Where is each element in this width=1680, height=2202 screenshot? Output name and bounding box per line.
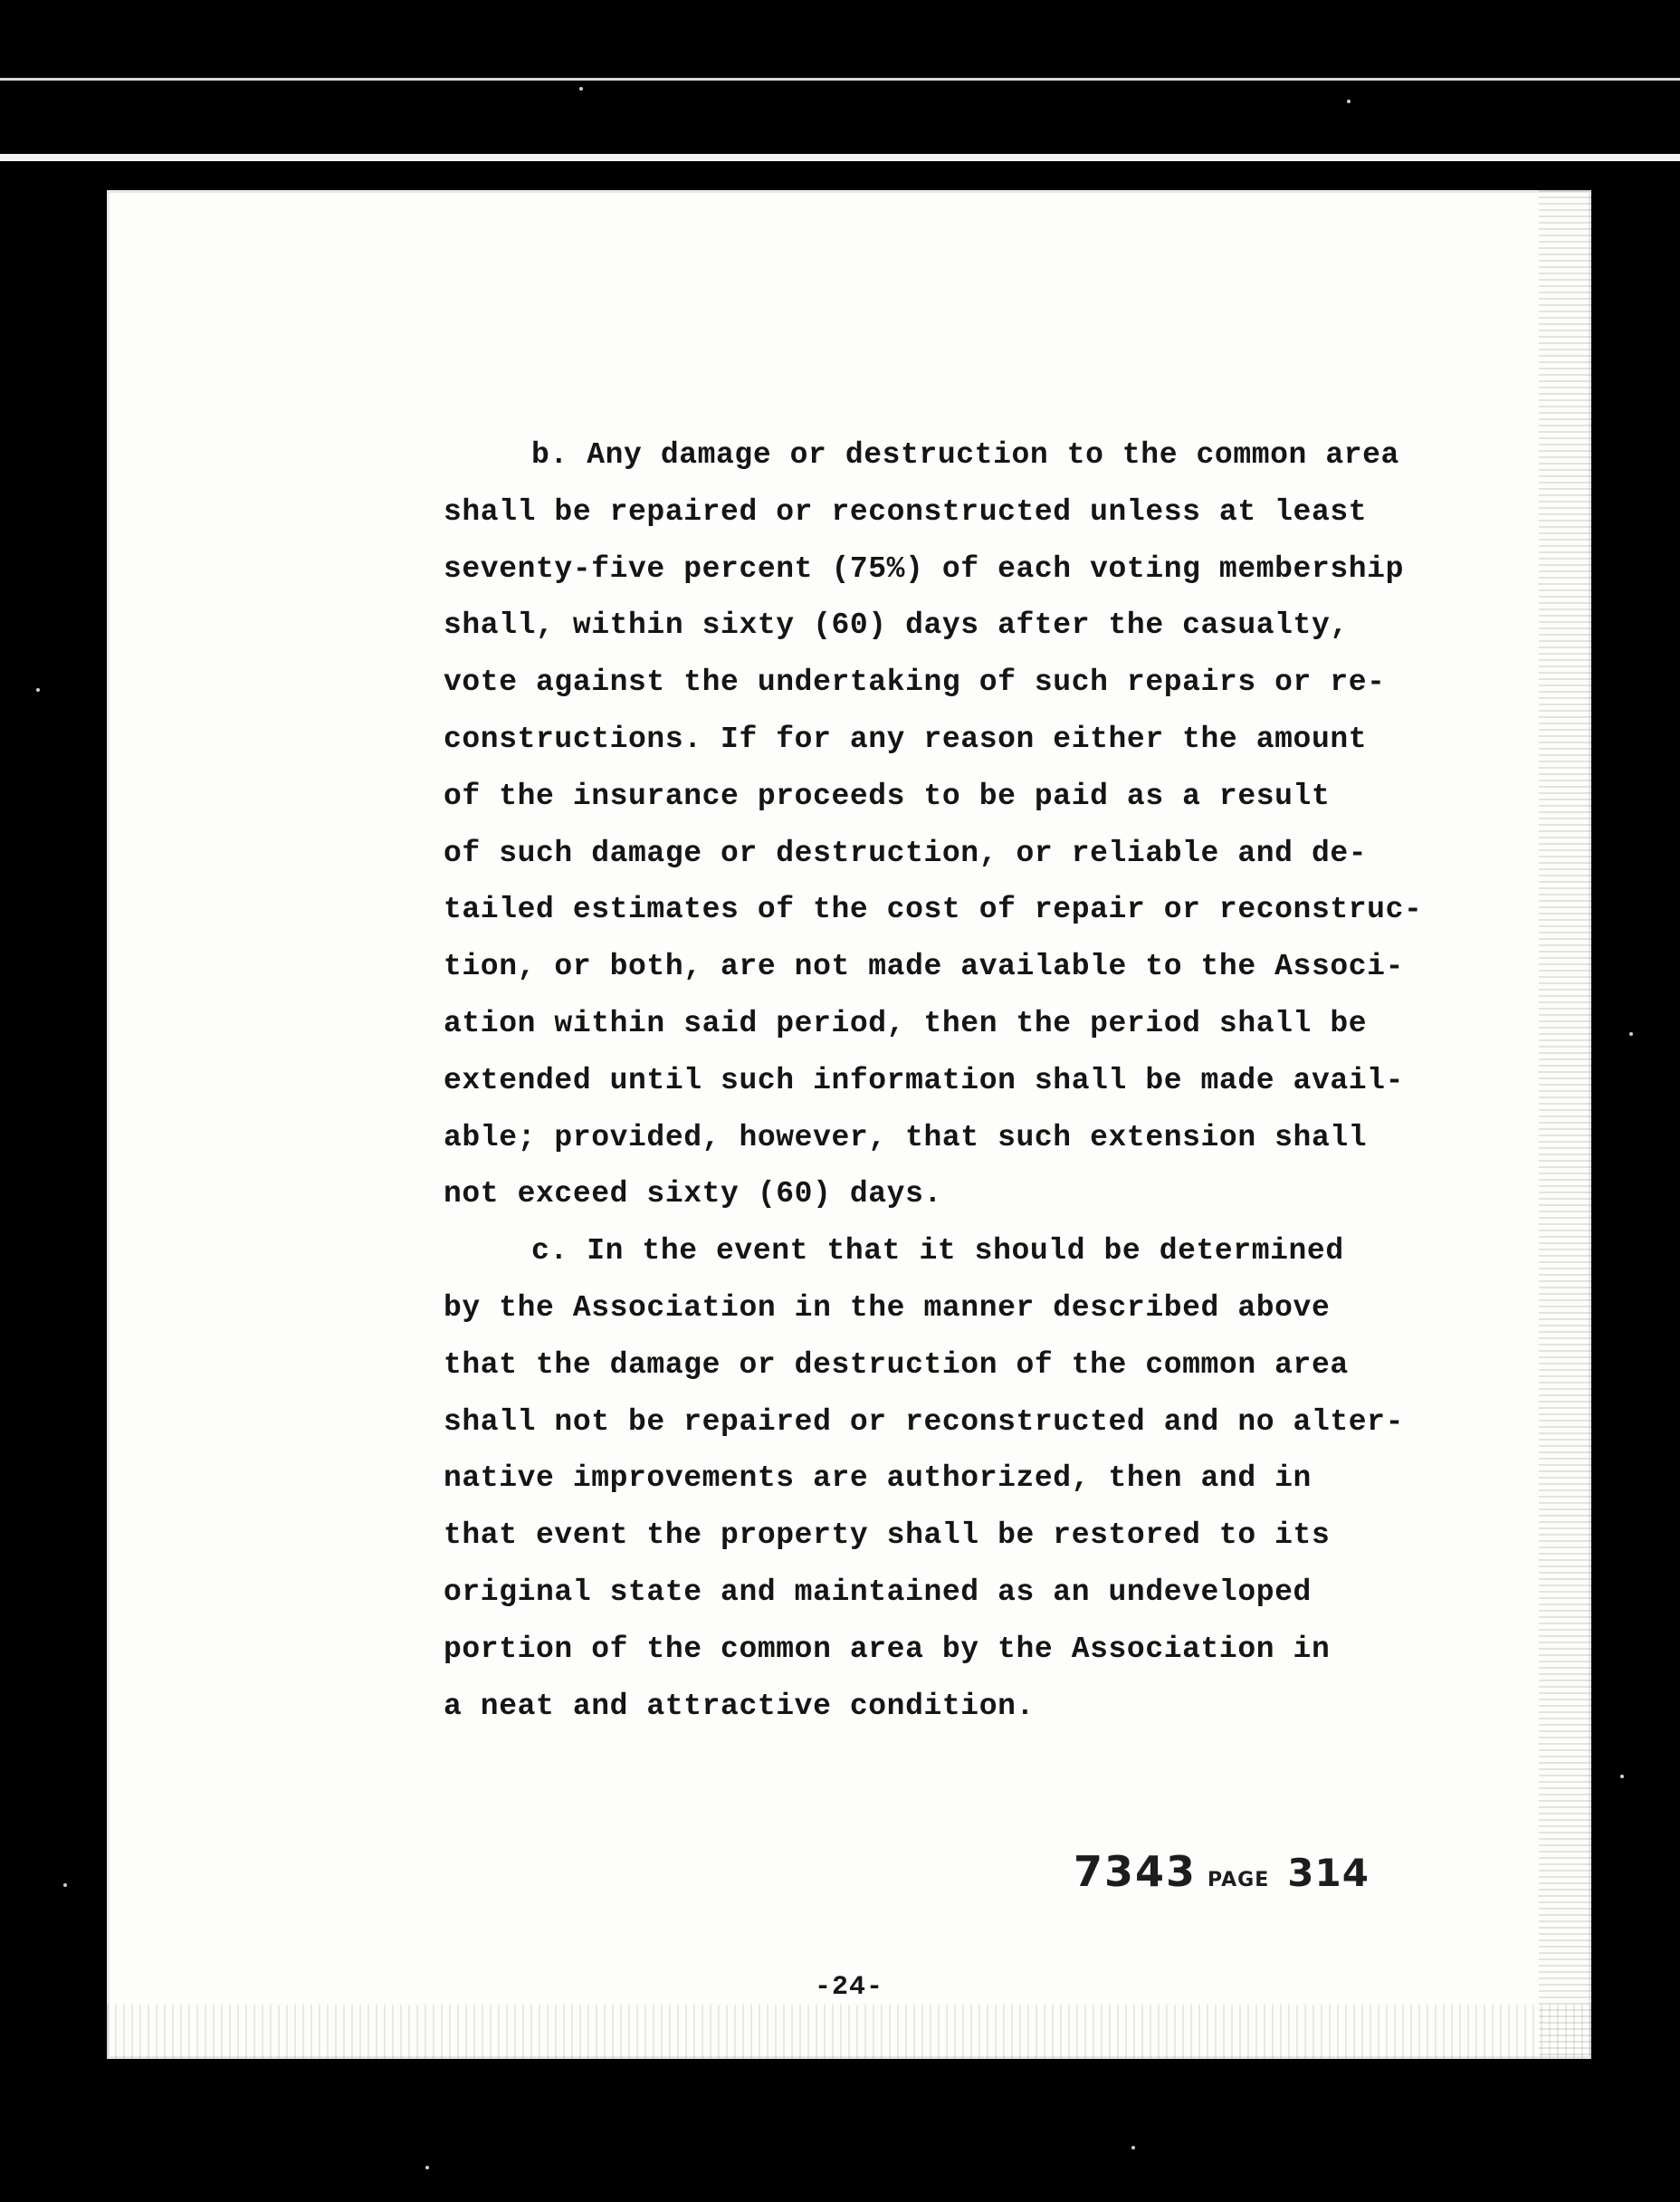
scanner-band-top	[0, 78, 1680, 81]
page-number: -24-	[814, 1972, 883, 2003]
stamp-page-label: PAGE	[1208, 1869, 1270, 1891]
scanner-band	[0, 154, 1680, 161]
document-body	[444, 427, 1457, 1735]
stamp-book-number: 7343	[1074, 1847, 1198, 1896]
scan-speck	[1347, 100, 1351, 103]
scan-speck	[1131, 2146, 1135, 2149]
scan-speck	[63, 1883, 67, 1887]
book-page-stamp	[1074, 1847, 1370, 1896]
scan-speck	[1620, 1775, 1624, 1778]
paragraph-b: b. Any damage or destruction to the common area shall be repaired or reconstructed unless at least seventy-five percent (75%) of each voting membership shall, within sixty (60) days after the casualty, vote against the undertaking of such repairs or re- constructions. If for any reason either the amount of the insurance proceeds to be paid as a result of such damage or destruction, or reliable and de- tailed estimates of the cost of repair or reconstruc- tion, or both, are not made available to the Associ- ation within said period, then the period shall be extended until such information shall be made avail- able; provided, however, that such extension shall not exceed sixty (60) days.	[444, 438, 1423, 1211]
scan-speck	[36, 688, 40, 692]
document-page	[107, 190, 1591, 2059]
scan-speck	[579, 87, 583, 91]
paragraph-c: c. In the event that it should be determined by the Association in the manner described above that the damage or destruction of the common area shall not be repaired or reconstructed and no alter- native improvements are authorized, then and in that event the property shall be restored to its original state and maintained as an undeveloped portion of the common area by the Association in a neat and attractive condition.	[444, 1234, 1404, 1723]
scan-speck	[425, 2166, 429, 2169]
scan-speck	[1629, 1032, 1633, 1036]
stamp-page-number: 314	[1287, 1851, 1370, 1895]
